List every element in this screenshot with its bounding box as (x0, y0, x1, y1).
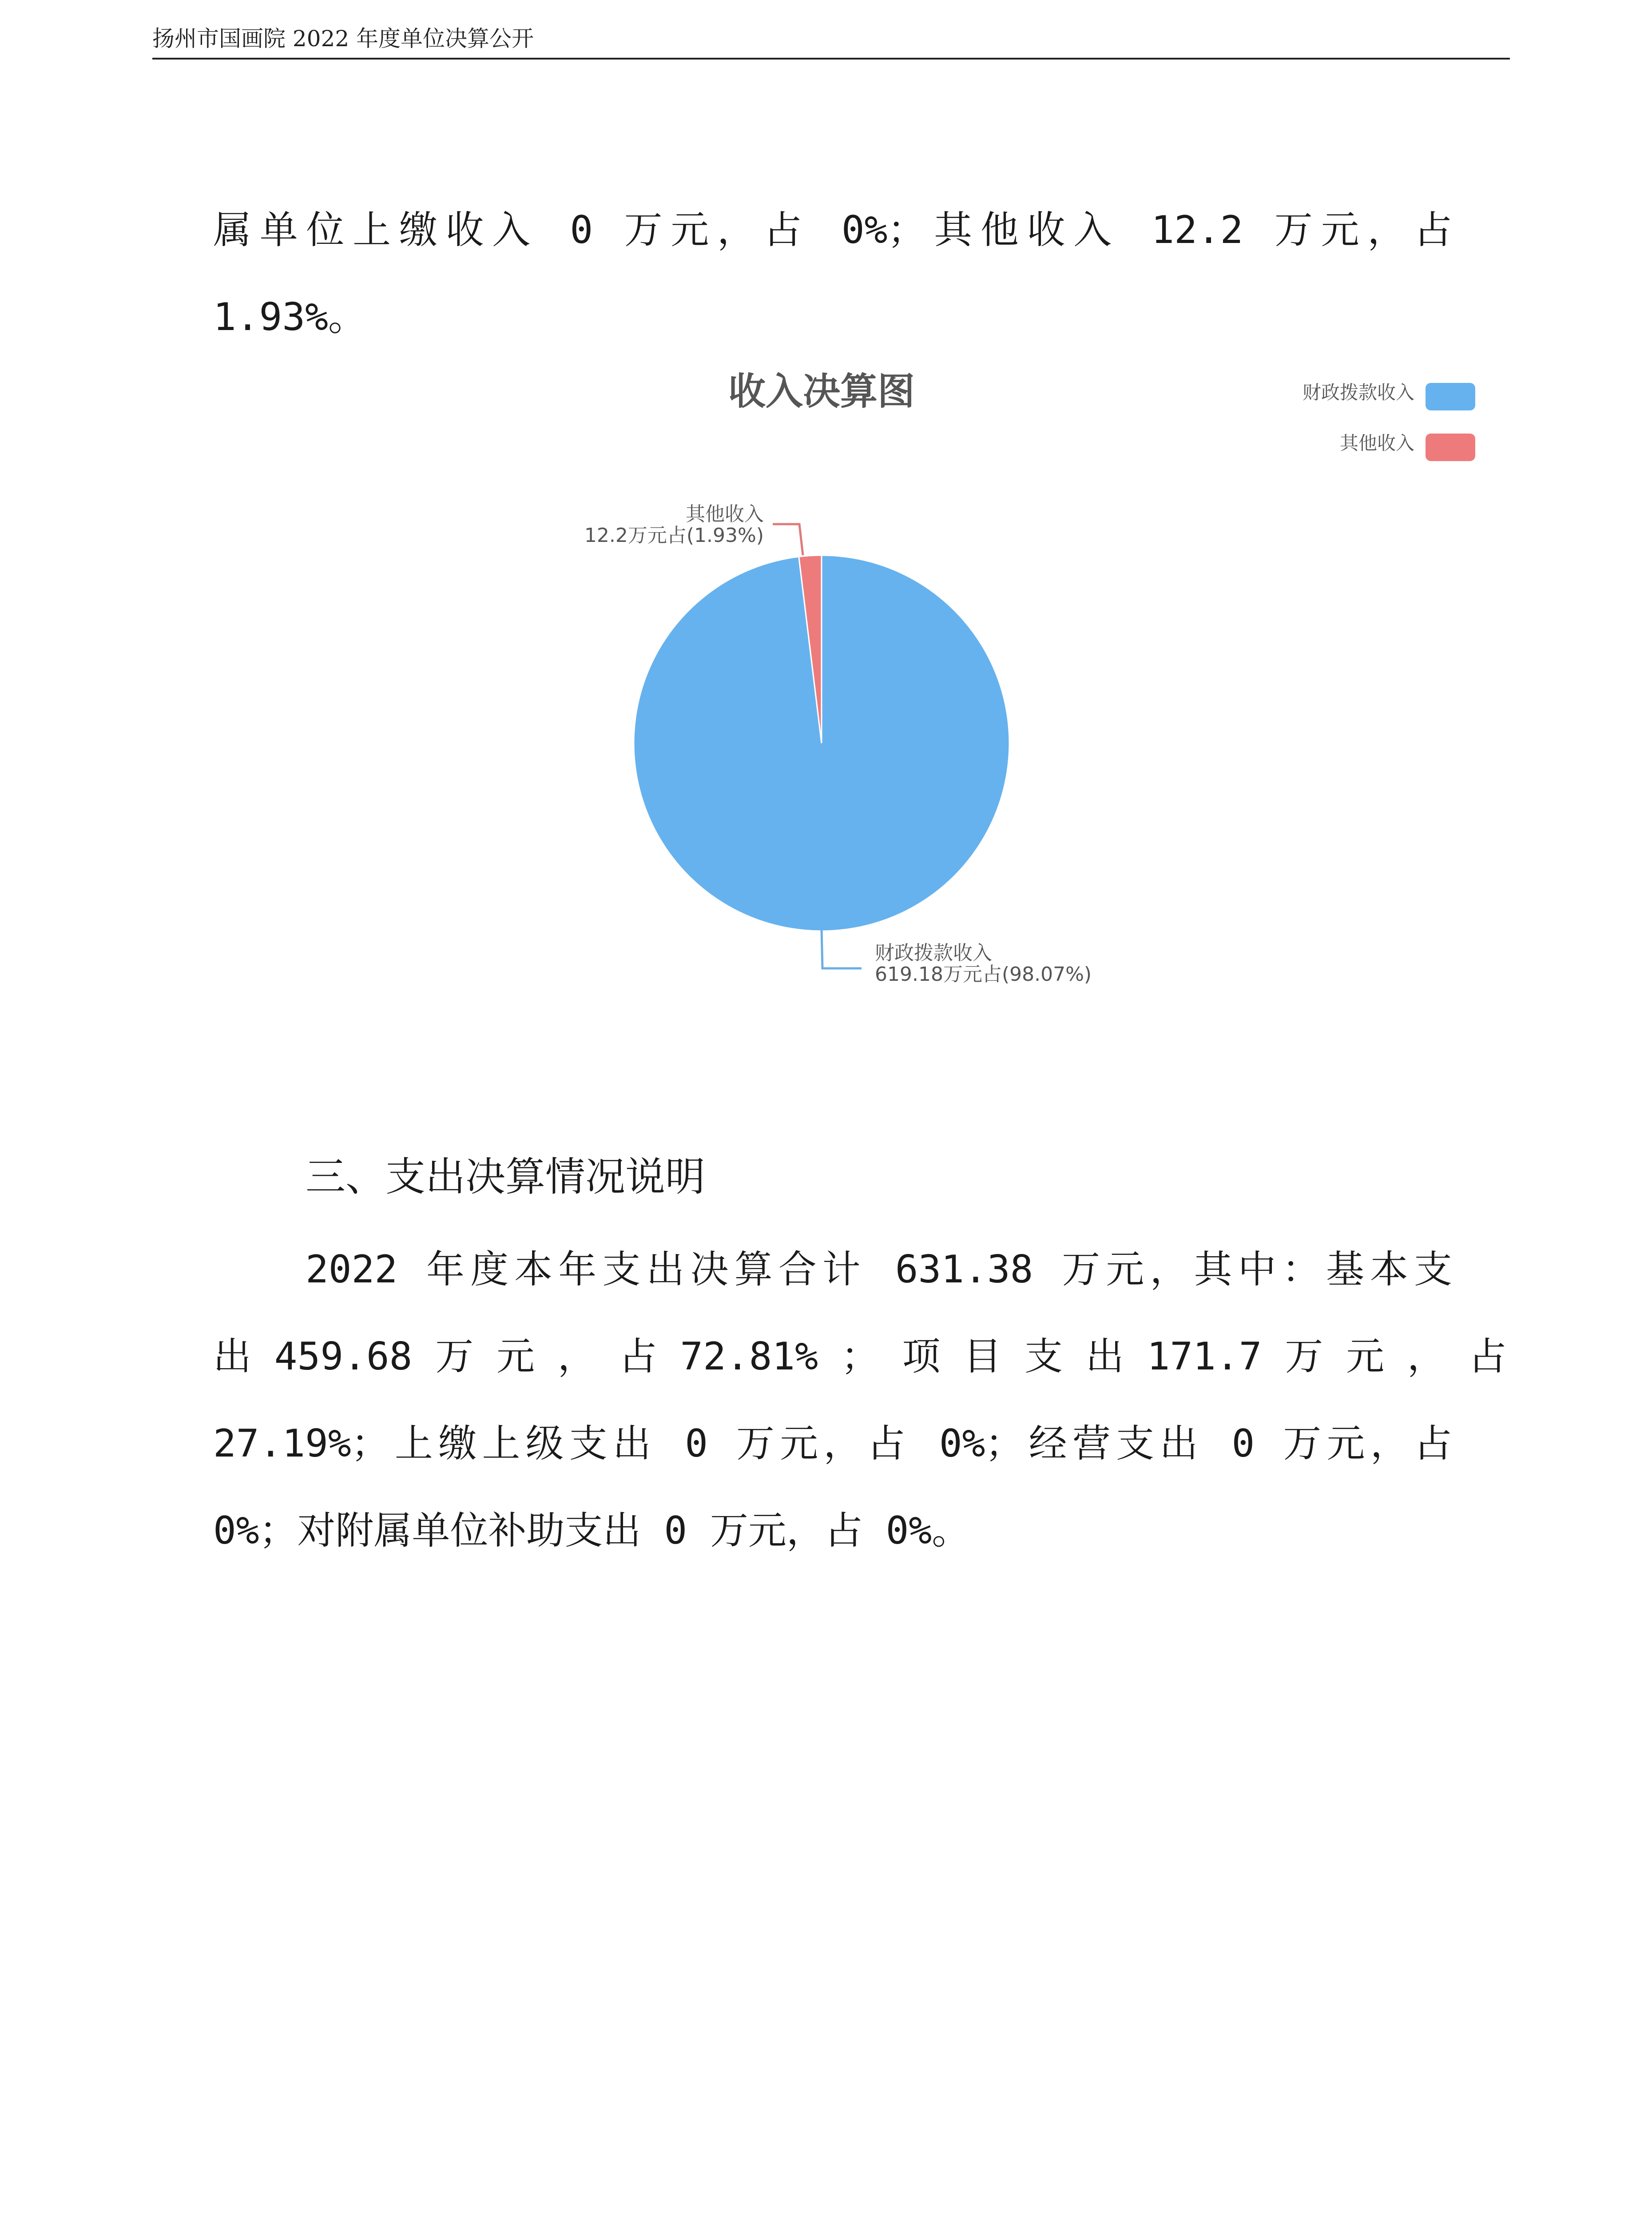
pie-slices (634, 555, 1009, 931)
paragraph-income-continued (213, 187, 1452, 361)
paragraph-line: 0%；对附属单位补助支出 0 万元，占 0%。 (213, 1509, 970, 1553)
chart-legend (1303, 382, 1475, 461)
label-fiscal (822, 929, 1092, 986)
legend-label-other: 其他收入 (1339, 432, 1414, 454)
income-pie-chart (524, 346, 1519, 1004)
slice-label-fiscal-value: 619.18万元占(98.07%) (875, 963, 1092, 986)
paragraph-line: 出 459.68 万 元 ， 占 72.81% ； 项 目 支 出 171.7 万 元 ， 占 (213, 1334, 1507, 1379)
slice-label-other-value: 12.2万元占(1.93%) (584, 524, 764, 547)
label-other (584, 503, 803, 555)
legend-label-fiscal: 财政拨款收入 (1302, 382, 1414, 403)
legend-swatch-other (1426, 434, 1475, 461)
header-title: 扬州市国画院 2022 年度单位决算公开 (152, 26, 534, 52)
section-heading-expenditure: 三、支出决算情况说明 (306, 1154, 705, 1200)
paragraph-line: 2022 年度本年支出决算合计 631.38 万元，其中：基本支 (306, 1247, 1452, 1292)
slice-label-other-name: 其他收入 (686, 503, 764, 525)
paragraph-line: 27.19%；上缴上级支出 0 万元，占 0%；经营支出 0 万元，占 (213, 1421, 1452, 1466)
paragraph-expenditure (213, 1226, 1507, 1574)
leader-line-fiscal (822, 929, 862, 968)
page-header (152, 23, 1510, 60)
paragraph-line: 属单位上缴收入 0 万元，占 0%；其他收入 12.2 万元，占 (213, 208, 1452, 252)
slice-label-fiscal-name: 财政拨款收入 (875, 942, 992, 964)
leader-line-other (773, 524, 803, 555)
legend-swatch-fiscal (1426, 383, 1475, 410)
paragraph-line: 1.93%。 (213, 295, 366, 339)
chart-title: 收入决算图 (728, 370, 915, 413)
